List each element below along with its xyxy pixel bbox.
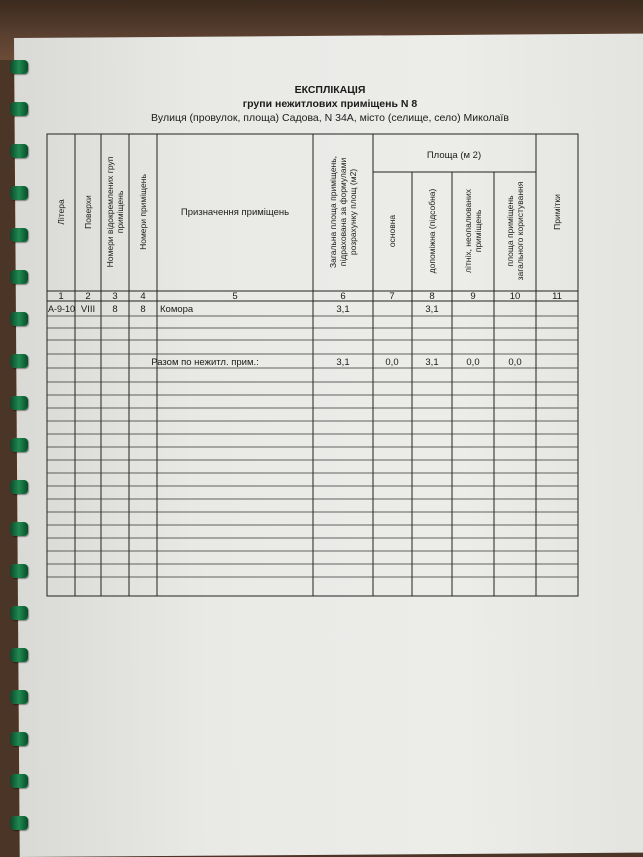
column-header-summer: літніх, неопалюваних приміщень: [463, 189, 483, 273]
column-number: 8: [429, 291, 435, 302]
column-header-notes: Примітки: [552, 194, 562, 230]
column-header-floors: Поверхи: [83, 195, 93, 229]
column-header-common: площа приміщень загального користування: [505, 181, 525, 281]
totals-auxiliary-area: 3,1: [425, 357, 439, 368]
totals-summer-area: 0,0: [466, 357, 480, 368]
column-number: 5: [232, 291, 238, 302]
row-purpose: Комора: [160, 304, 194, 315]
column-header-total-area: Загальна площа приміщень, підрахована за формулами розрахунку площ (м2): [328, 155, 358, 269]
column-header-litera: Літера: [56, 199, 66, 225]
column-number: 10: [509, 291, 521, 302]
row-total-area: 3,1: [336, 304, 350, 315]
column-number: 3: [112, 291, 118, 302]
row-room: 8: [140, 304, 146, 315]
row-auxiliary-area: 3,1: [425, 304, 439, 315]
column-header-room-numbers: Номери приміщень: [138, 174, 148, 250]
column-number: 7: [389, 291, 395, 302]
totals-common-area: 0,0: [508, 357, 522, 368]
column-header-area-group: Площа (м 2): [426, 150, 482, 161]
column-number: 2: [85, 291, 91, 302]
column-number: 4: [140, 291, 146, 302]
column-header-main: основна: [387, 214, 397, 248]
totals-total-area: 3,1: [336, 357, 350, 368]
row-litera: А-9-10: [48, 304, 76, 314]
column-number: 1: [58, 291, 64, 302]
column-number: 6: [340, 291, 346, 302]
column-number: 9: [470, 291, 476, 302]
totals-label: Разом по нежитл. прим.:: [151, 357, 259, 368]
totals-main-area: 0,0: [385, 357, 399, 368]
row-floor: VIII: [80, 304, 96, 315]
row-group: 8: [112, 304, 118, 315]
document-subtitle: групи нежитлових приміщень N 8: [242, 98, 418, 110]
column-header-purpose: Призначення приміщень: [180, 207, 290, 218]
document-title: ЕКСПЛІКАЦІЯ: [294, 84, 366, 96]
column-header-group-numbers: Номери відокремлених груп приміщень: [105, 156, 125, 268]
column-number: 11: [552, 291, 562, 302]
document-address: Вулиця (провулок, площа) Садова, N 34А, місто (селище, село) Миколаїв: [151, 112, 509, 124]
column-header-auxiliary: допоміжна (підсобна): [427, 188, 437, 274]
